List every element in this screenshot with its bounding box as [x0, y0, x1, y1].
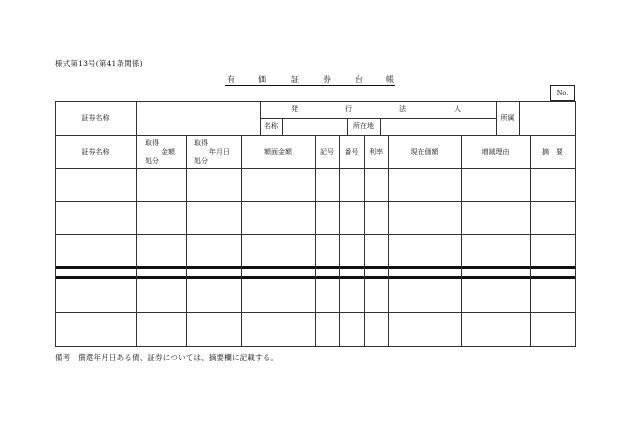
- table-border-top: [55, 101, 576, 102]
- location-label: 所在地: [353, 122, 374, 130]
- col-change-reason: 増減理由: [481, 148, 510, 156]
- name-label: 名称: [264, 122, 278, 130]
- page-title: [225, 74, 395, 85]
- col-remarks: 摘 要: [542, 148, 563, 156]
- table-border-right: [575, 101, 576, 347]
- issuer-char: 人: [454, 105, 461, 113]
- col-acq-date-l2: 年月日: [209, 148, 230, 156]
- col-acq-date-l3: 処分: [194, 157, 208, 165]
- col-acq-amount-l1: 取得: [145, 139, 159, 147]
- issuer-divider: [260, 118, 496, 119]
- column-divider: [388, 135, 389, 347]
- issuer-char: 発: [291, 105, 298, 113]
- col-acq-date-l1: 取得: [194, 139, 208, 147]
- col-symbol: 記号: [320, 148, 334, 156]
- col-interest-rate: 利率: [369, 148, 383, 156]
- column-divider: [241, 135, 242, 347]
- location-label-divider: [380, 118, 381, 135]
- department-label: 所属: [500, 114, 515, 122]
- department-divider: [519, 101, 520, 135]
- column-divider: [461, 135, 462, 347]
- col-number: 番号: [344, 148, 359, 156]
- column-divider: [186, 135, 187, 347]
- issuer-char: 法: [399, 105, 406, 113]
- column-divider: [339, 135, 340, 347]
- col-security-name: 証券名称: [81, 148, 110, 156]
- footer-note: 備考 償還年月日ある債、証券については、摘要欄に記載する。: [55, 353, 279, 362]
- title-char: 券: [323, 75, 331, 84]
- ledger-table: [55, 101, 575, 347]
- column-divider: [315, 135, 316, 347]
- title-char: 台: [355, 75, 363, 84]
- col-current-value: 現在価額: [410, 148, 439, 156]
- top-divider: [136, 101, 137, 135]
- title-char: 帳: [386, 75, 394, 84]
- name-label-divider: [282, 118, 283, 135]
- col-acq-amount-l2: 金額: [161, 148, 175, 156]
- security-name-label: 証券名称: [81, 114, 110, 122]
- issuer-char: 行: [345, 105, 352, 113]
- col-acq-amount-l3: 処分: [145, 157, 159, 165]
- title-underline: [225, 85, 395, 86]
- column-divider: [530, 135, 531, 347]
- title-char: 有: [227, 75, 235, 84]
- title-char: 証: [291, 75, 299, 84]
- title-char: 価: [258, 75, 266, 84]
- col-face-value: 額面金額: [264, 148, 292, 156]
- number-box: No.: [550, 85, 575, 101]
- column-divider: [364, 135, 365, 347]
- table-border-left: [55, 101, 56, 347]
- form-code: 様式第13号(第41条関係): [55, 59, 143, 68]
- column-divider: [136, 135, 137, 347]
